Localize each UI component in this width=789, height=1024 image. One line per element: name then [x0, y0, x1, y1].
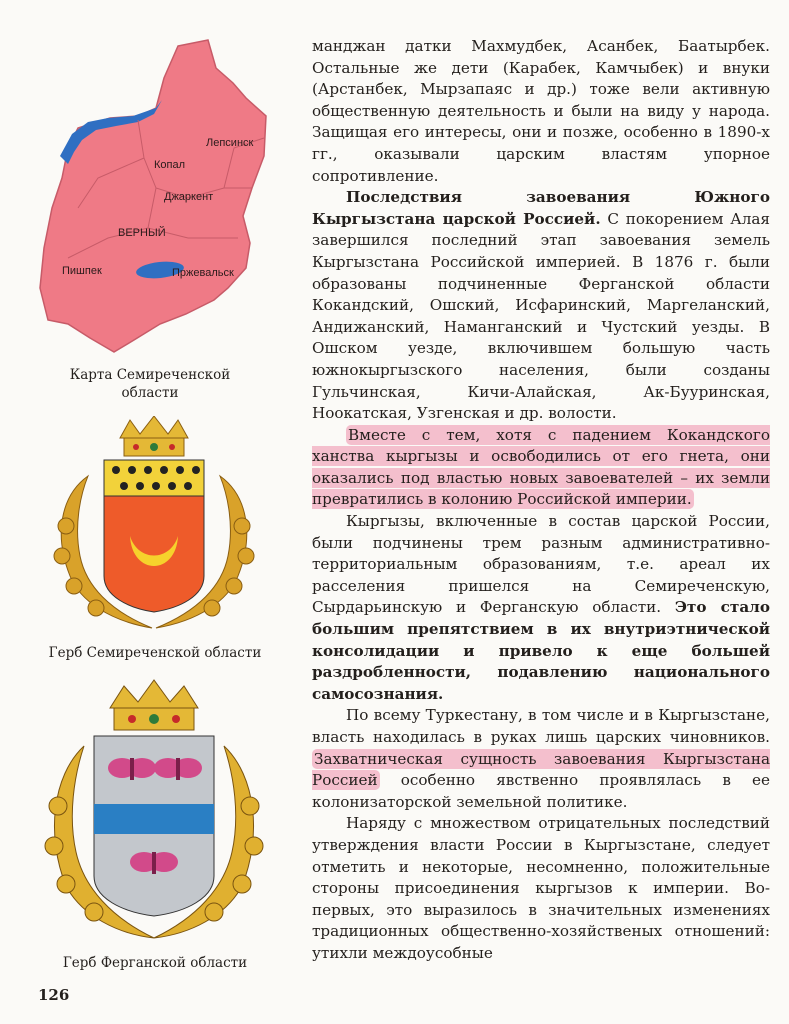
semirechye-coat-of-arms	[40, 416, 268, 636]
map-land	[40, 40, 266, 352]
semirechye-map	[38, 38, 270, 358]
fergana-coat-graphic	[38, 676, 270, 944]
map-graphic	[38, 38, 270, 358]
map-caption-line1: Карта Семиреченской	[69, 367, 231, 383]
semirechye-coat-caption: Герб Семиреченской области	[48, 645, 262, 661]
paragraph-3	[312, 425, 770, 511]
fergana-coat-caption: Герб Ферганской области	[62, 955, 248, 971]
map-label-verny: ВЕРНЫЙ	[118, 227, 166, 239]
paragraph-6: Наряду с множеством отрицательных последствий утверждения власти России в Кыргызстане, следует отметить и некоторые, несомненно, положительные стороны присоединения кыргызов к империи. Во-первых, это выразилось в значительных изменениях традиционных общественно-хозяйственых отношений: утихли междоусобные	[312, 814, 770, 962]
page-number: 126	[38, 986, 70, 1004]
semirechye-coat-graphic	[40, 416, 268, 636]
map-caption	[30, 366, 270, 402]
map-label-przhevalsk: Пржевальск	[172, 267, 234, 279]
paragraph-5	[312, 705, 770, 813]
paragraph-2	[312, 187, 770, 425]
main-text	[312, 36, 770, 965]
shield	[94, 736, 214, 916]
paragraph-5-end: особенно явственно проявлялась в ее колонизаторской земельной политике.	[312, 771, 770, 811]
fergana-coat-of-arms	[38, 676, 270, 944]
map-label-jarkent: Джаркент	[164, 191, 214, 203]
paragraph-5-start: По всему Туркестану, в том числе и в Кыргызстане, власть находилась в руках лишь царских чиновников.	[312, 706, 770, 746]
figures-column	[0, 0, 300, 1024]
paragraph-4-body: Кыргызы, включенные в состав царской России, были подчинены трем разным административно-территориальным образованиям, т.е. ареал их расселения пришелся на Семиреченскую, Сырдарьинскую и Ферганскую области.	[312, 512, 770, 617]
paragraph-2-body: С покорением Алая завершился последний этап завоевания земель Кыргызстана Российской империей. В 1876 г. были образованы подчиненные Ферганской области Кокандский, Ошский, Исфаринский, Маргеланский, Андижанский, Наманганский и Чустский уезды. В Ошском уезде, включившем большую часть южнокыргызского населения, были созданы Гульчинская, Кичи-Алайская, Ак-Бууринская, Ноокатская, Узгенская и др. волости.	[312, 209, 770, 423]
paragraph-1: манджан датки Махмудбек, Асанбек, Баатырбек. Остальные же дети (Карабек, Камчыбек) и внуки (Арстанбек, Мырзапаяс и др.) тоже вели активную общественную деятельность и были на виду у народа. Защищая его интересы, они и позже, особенно в 1890-х гг., оказывали царским властям упорное сопротивление.	[312, 37, 770, 185]
crown-icon	[120, 416, 188, 456]
shield	[104, 460, 204, 612]
map-label-lepsinsk: Лепсинск	[206, 137, 254, 149]
map-label-pishpek: Пишпек	[62, 265, 102, 277]
paragraph-4-emphasis: Это стало большим препятствием в их внутриэтнической консолидации и привело к еще большей раздробленности, подавлению национального самосознания.	[312, 598, 771, 703]
map-caption-line2: области	[121, 385, 179, 401]
crown-icon	[110, 680, 198, 730]
highlighted-passage-2: Захватническая сущность завоевания Кыргызстана Россией	[312, 749, 770, 790]
paragraph-4	[312, 511, 770, 705]
highlighted-passage-1: Вместе с тем, хотя с падением Кокандского ханства кыргызы и освободились от его гнета, они оказались под властью новых завоевателей – их земли превратились в колонию Российской империи.	[312, 425, 770, 509]
map-label-kopal: Копал	[154, 159, 186, 171]
section-heading: Последствия завоевания Южного Кыргызстана царской Россией.	[312, 188, 770, 228]
